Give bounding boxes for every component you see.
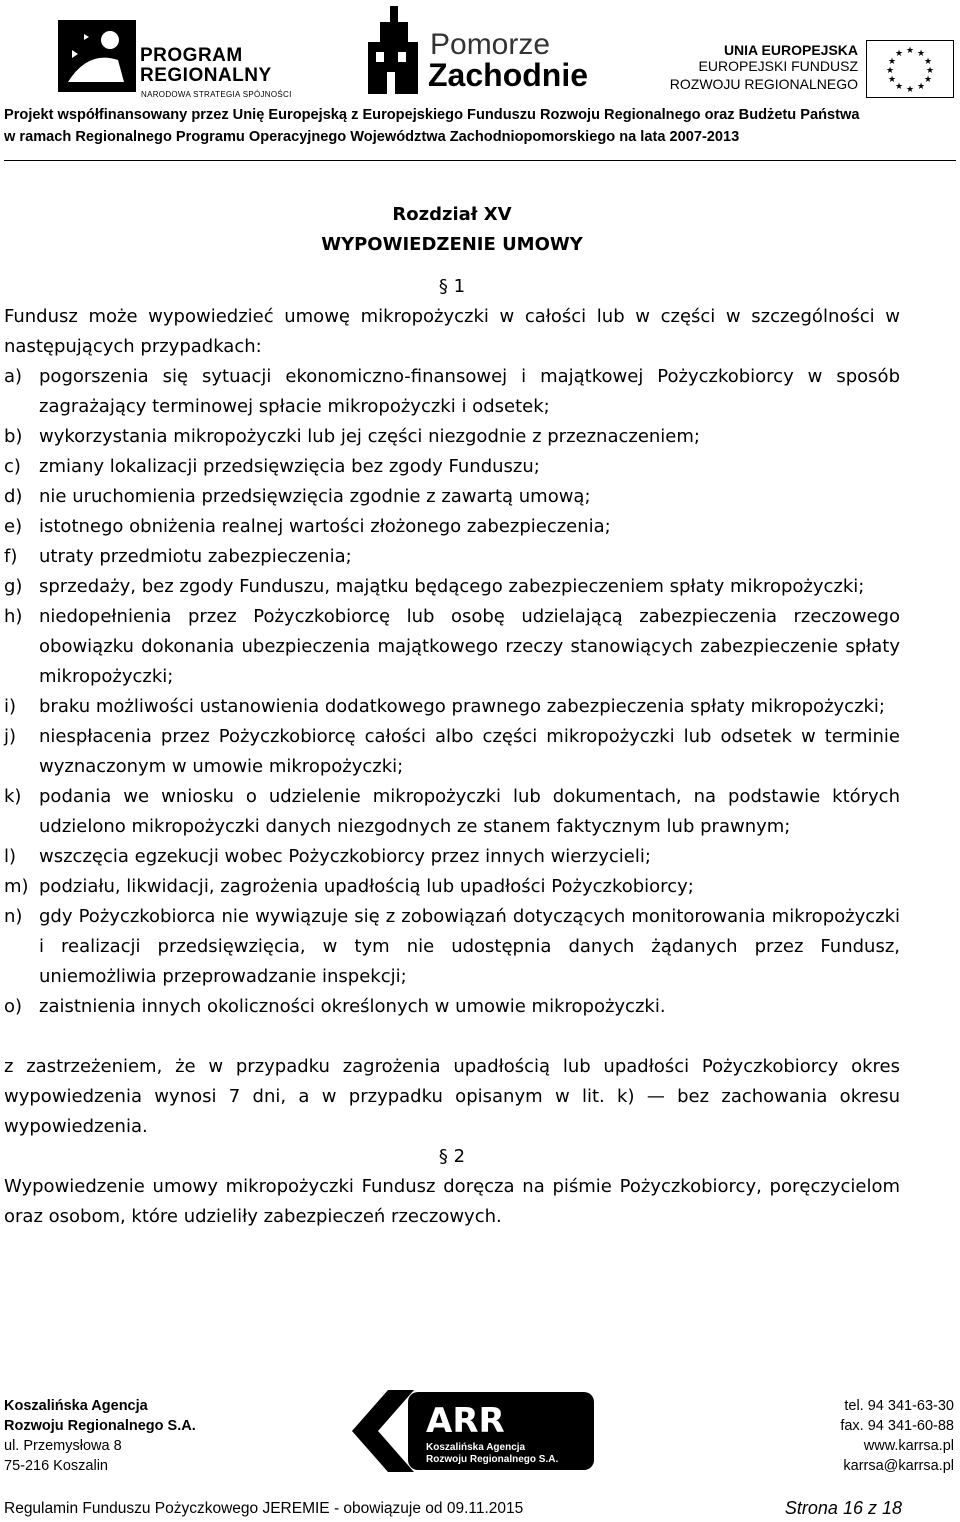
section-2-text: Wypowiedzenie umowy mikropożyczki Fundusz doręcza na piśmie Pożyczkobiorcy, poręczycielom oraz osobom, które udzieliły zabezpieczeń rzeczowych. <box>4 1176 900 1227</box>
page-header <box>0 0 960 160</box>
list-item <box>4 782 900 842</box>
footer-address-line1: ul. Przemysłowa 8 <box>4 1438 122 1454</box>
list-item-text: zaistnienia innych okoliczności określonych w umowie mikropożyczki. <box>39 996 666 1017</box>
karr-logo-text1: Koszalińska Agencja <box>426 1442 526 1453</box>
list-item <box>4 722 900 782</box>
program-logo-line1: PROGRAM <box>140 45 243 66</box>
footer-address-line2: 75-216 Koszalin <box>4 1458 108 1474</box>
project-cofinancing-line2: w ramach Regionalnego Programu Operacyjnego Województwa Zachodniopomorskiego na lata 2007-2013 <box>4 129 740 145</box>
pomorze-logo-line2: Zachodnie <box>428 57 589 93</box>
list-item-label: d) <box>4 486 23 507</box>
list-item-text: pogorszenia się sytuacji ekonomiczno-finansowej i majątkowej Pożyczkobiorcy w sposób zagrażający terminowej spłacie mikropożyczki i odsetek; <box>39 366 900 417</box>
list-item-text: podziału, likwidacji, zagrożenia upadłością lub upadłości Pożyczkobiorcy; <box>39 876 694 897</box>
list-item-text: braku możliwości ustanowienia dodatkowego prawnego zabezpieczenia spłaty mikropożyczki; <box>39 696 885 717</box>
section-mark-2: § 2 <box>438 1146 466 1167</box>
list-item-label: m) <box>4 876 29 897</box>
list-item <box>4 602 900 692</box>
list-item-text: podania we wniosku o udzielenie mikropożyczki lub dokumentach, na podstawie których udzielono mikropożyczki danych niezgodnych ze stanem faktycznym lub prawnym; <box>39 786 900 837</box>
paragraph-spacer <box>4 1022 900 1052</box>
list-item <box>4 452 900 482</box>
list-item <box>4 872 900 902</box>
ue-line2: EUROPEJSKI FUNDUSZ <box>698 58 858 74</box>
project-cofinancing-line1: Projekt współfinansowany przez Unię Europejską z Europejskiego Funduszu Rozwoju Regionalnego oraz Budżetu Państwa <box>4 107 860 123</box>
pomorze-logo-line1: Pomorze <box>430 28 551 61</box>
list-item-label: j) <box>4 726 17 747</box>
list-item-label: l) <box>4 846 17 867</box>
section-mark-1: § 1 <box>438 276 466 297</box>
svg-text:★: ★ <box>887 57 897 67</box>
footer-organization <box>4 1396 196 1476</box>
list-item-label: a) <box>4 366 23 387</box>
footer-fax: fax. 94 341-60-88 <box>840 1418 954 1434</box>
program-regionalny-emblem-icon <box>58 20 136 92</box>
list-item-label: c) <box>4 456 21 477</box>
list-item <box>4 902 900 992</box>
list-item-text: nie uruchomienia przedsięwzięcia zgodnie z zawartą umową; <box>39 486 591 507</box>
svg-text:★: ★ <box>916 49 926 59</box>
list-item <box>4 512 900 542</box>
list-item-text: niespłacenia przez Pożyczkobiorcę całości albo części mikropożyczki lub odsetek w terminie wyznaczonym w umowie mikropożyczki; <box>39 726 900 777</box>
pomorze-zachodnie-logo <box>360 0 610 98</box>
svg-text:★: ★ <box>916 82 926 92</box>
footer-email-link[interactable]: karrsa@karrsa.pl <box>843 1458 954 1474</box>
header-divider <box>4 160 956 161</box>
karr-logo-text2: Rozwoju Regionalnego S.A. <box>426 1454 559 1465</box>
karr-logo <box>348 1386 598 1476</box>
list-item-label: b) <box>4 426 23 447</box>
pomorze-zachodnie-emblem-icon <box>360 2 422 96</box>
karr-logo-mark: ARR <box>426 1401 505 1441</box>
program-logo-line3: NARODOWA STRATEGIA SPÓJNOŚCI <box>141 90 292 99</box>
ue-line3: ROZWOJU REGIONALNEGO <box>669 76 858 92</box>
svg-text:★: ★ <box>905 85 915 95</box>
list-item-text: niedopełnienia przez Pożyczkobiorcę lub osobę udzielającą zabezpieczenia rzeczowego obowiązku dokonania ubezpieczenia majątkowego rzeczy stanowiących zabezpieczenie spłaty mikropożyczki; <box>39 606 900 687</box>
list-item-label: k) <box>4 786 22 807</box>
page-number: Strona 16 z 18 <box>784 1498 902 1518</box>
document-title-footer: Regulamin Funduszu Pożyczkowego JEREMIE - obowiązuje od 09.11.2015 <box>4 1500 524 1517</box>
list-item <box>4 992 900 1022</box>
svg-text:★: ★ <box>923 57 933 67</box>
unia-europejska-logo <box>668 40 958 100</box>
list-item-label: h) <box>4 606 23 627</box>
footer-contact <box>840 1396 954 1476</box>
section-1-intro: Fundusz może wypowiedzieć umowę mikropożyczki w całości lub w części w szczególności w następujących przypadkach: <box>4 306 900 357</box>
list-item-text: zmiany lokalizacji przedsięwzięcia bez zgody Funduszu; <box>39 456 540 477</box>
list-item-text: sprzedaży, bez zgody Funduszu, majątku będącego zabezpieczeniem spłaty mikropożyczki; <box>39 576 865 597</box>
list-item <box>4 542 900 572</box>
list-item <box>4 572 900 602</box>
list-item-text: gdy Pożyczkobiorca nie wywiązuje się z zobowiązań dotyczących monitorowania mikropożyczki i realizacji przedsięwzięcia, w tym nie udostępnia danych żądanych przez Fundusz, uniemożliwia przeprowadzanie inspekcji; <box>39 906 900 987</box>
footer-org-line1: Koszalińska Agencja <box>4 1398 148 1414</box>
footer-tel: tel. 94 341-63-30 <box>844 1398 954 1414</box>
termination-reasons-list <box>4 362 900 1022</box>
section-1-closing: z zastrzeżeniem, że w przypadku zagrożenia upadłością lub upadłości Pożyczkobiorcy okres wypowiedzenia wynosi 7 dni, a w przypadku opisanym w lit. k) — bez zachowania okresu wypowiedzenia. <box>4 1056 900 1137</box>
list-item <box>4 692 900 722</box>
list-item-label: e) <box>4 516 23 537</box>
list-item-label: f) <box>4 546 18 567</box>
svg-text:★: ★ <box>894 49 904 59</box>
list-item-text: wszczęcia egzekucji wobec Pożyczkobiorcy przez innych wierzycieli; <box>39 846 651 867</box>
eu-flag-icon <box>866 40 954 98</box>
document-body <box>4 200 900 1232</box>
program-logo-line2: REGIONALNY <box>140 65 272 86</box>
list-item <box>4 842 900 872</box>
svg-text:★: ★ <box>885 66 895 76</box>
list-item-text: utraty przedmiotu zabezpieczenia; <box>39 546 352 567</box>
svg-text:★: ★ <box>887 75 897 85</box>
list-item-text: wykorzystania mikropożyczki lub jej części niezgodnie z przeznaczeniem; <box>39 426 700 447</box>
svg-text:★: ★ <box>925 66 935 76</box>
footer-org-line2: Rozwoju Regionalnego S.A. <box>4 1418 196 1434</box>
ue-line1: UNIA EUROPEJSKA <box>723 42 858 58</box>
svg-text:★: ★ <box>894 82 904 92</box>
chapter-title: WYPOWIEDZENIE UMOWY <box>321 234 583 255</box>
list-item <box>4 362 900 422</box>
list-item-label: i) <box>4 696 17 717</box>
karr-chevron-icon <box>352 1390 414 1472</box>
program-regionalny-logo <box>48 12 308 99</box>
list-item <box>4 482 900 512</box>
svg-text:★: ★ <box>923 75 933 85</box>
footer-www-link[interactable]: www.karrsa.pl <box>863 1438 954 1454</box>
list-item-label: o) <box>4 996 23 1017</box>
list-item-label: n) <box>4 906 23 927</box>
list-item-text: istotnego obniżenia realnej wartości złożonego zabezpieczenia; <box>39 516 611 537</box>
list-item <box>4 422 900 452</box>
list-item-label: g) <box>4 576 23 597</box>
chapter-number: Rozdział XV <box>392 204 512 225</box>
svg-text:★: ★ <box>905 46 915 56</box>
